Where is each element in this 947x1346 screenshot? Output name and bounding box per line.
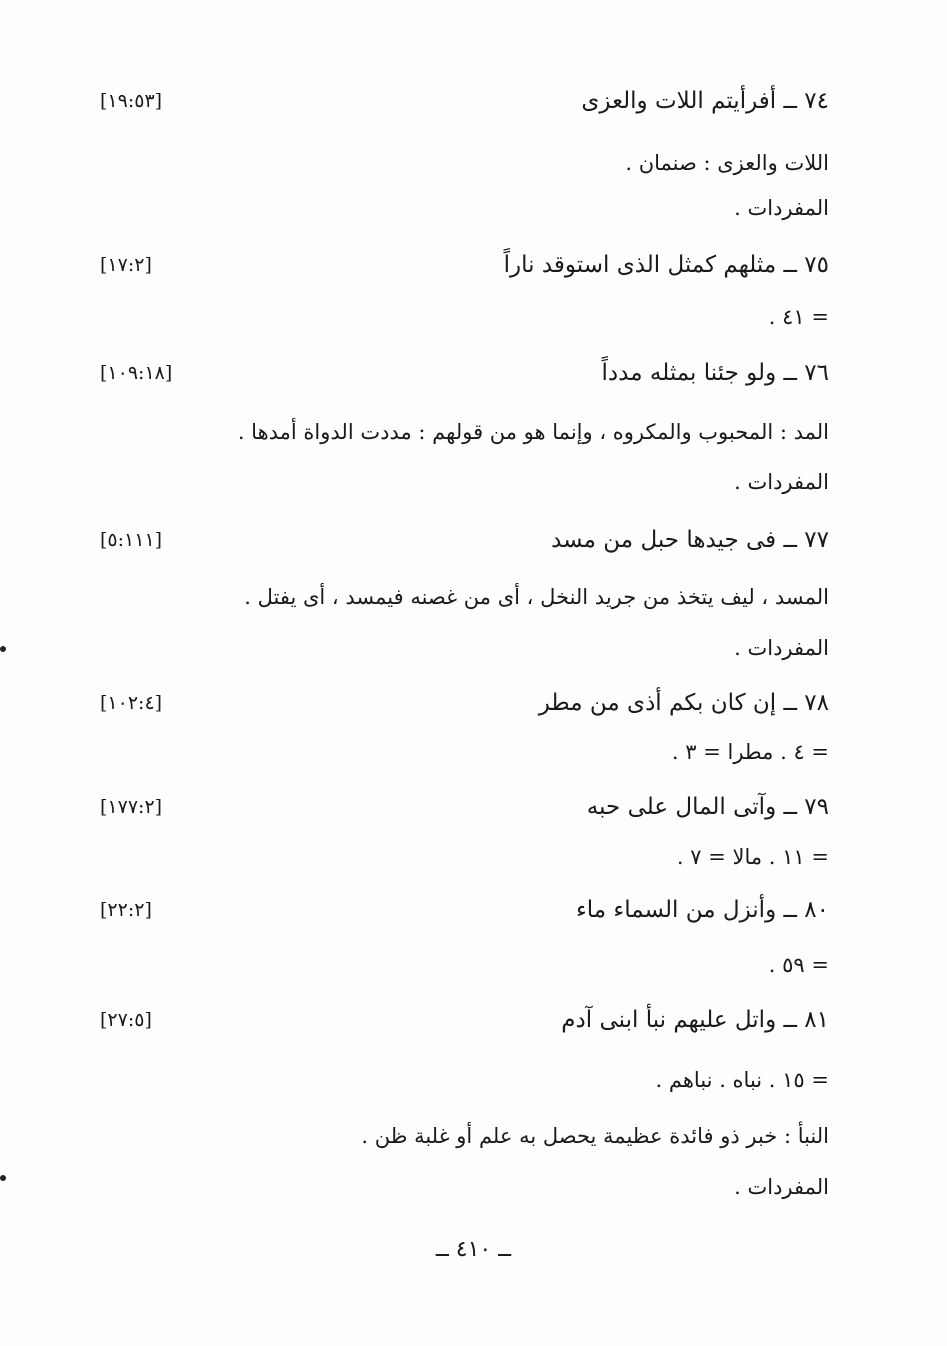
note-line — [100, 1124, 829, 1164]
verse-line — [100, 897, 829, 937]
verse-text: ٧٨ ــ إن كان بكم أذى من مطر — [538, 690, 829, 716]
note-text: المد : المحبوب والمكروه ، وإنما هو من قولهم : مددت الدواة أمدها . — [237, 420, 829, 444]
verse-reference: [١٠٩:١٨] — [100, 362, 173, 384]
note-line — [100, 305, 829, 345]
verse-reference: [١٧٧:٢] — [100, 796, 163, 818]
note-text: = ١٥ . نباه . نباهم . — [655, 1068, 829, 1092]
verse-line — [100, 88, 829, 128]
verse-line — [100, 527, 829, 567]
verse-reference: [٥:١١١] — [100, 529, 163, 551]
verse-text: ٧٧ ــ فى جيدها حبل من مسد — [551, 527, 829, 553]
note-text: المفردات . — [734, 470, 829, 494]
note-text: = ٤١ . — [768, 305, 829, 329]
verse-text: ٨٠ ــ وأنزل من السماء ماء — [575, 897, 829, 923]
note-line — [100, 845, 829, 885]
note-text: اللات والعزى : صنمان . — [625, 151, 829, 175]
note-line — [100, 953, 829, 993]
note-text: = ١١ . مالا = ٧ . — [676, 845, 829, 869]
verse-text: ٧٩ ــ وآتى المال على حبه — [586, 794, 829, 820]
verse-reference: [٢٧:٥] — [100, 1009, 152, 1031]
verse-reference: [١٠٢:٤] — [100, 692, 163, 714]
verse-line — [100, 1007, 829, 1047]
note-line — [100, 636, 829, 676]
verse-line — [100, 252, 829, 292]
verse-text: ٧٥ ــ مثلهم كمثل الذى استوقد ناراً — [503, 252, 829, 278]
note-line — [100, 1175, 829, 1215]
note-text: = ٤ . مطرا = ٣ . — [671, 740, 829, 764]
verse-line — [100, 360, 829, 400]
verse-reference: [٢٢:٢] — [100, 899, 152, 921]
margin-dot — [0, 1175, 6, 1181]
verse-text: ٧٤ ــ أفرأيتم اللات والعزى — [581, 88, 829, 114]
note-line — [100, 740, 829, 780]
note-text: النبأ : خبر ذو فائدة عظيمة يحصل به علم أو غلبة ظن . — [361, 1124, 829, 1148]
margin-dot — [0, 646, 6, 652]
note-text: المفردات . — [734, 636, 829, 660]
page-number: ــ ٤١٠ ــ — [435, 1237, 512, 1262]
verse-line — [100, 690, 829, 730]
verse-line — [100, 794, 829, 834]
verse-reference: [١٧:٢] — [100, 254, 152, 276]
verse-reference: [١٩:٥٣] — [100, 90, 163, 112]
note-line — [100, 196, 829, 236]
note-line — [100, 420, 829, 460]
note-line — [100, 585, 829, 625]
note-text: المفردات . — [734, 196, 829, 220]
verse-text: ٨١ ــ واتل عليهم نبأ ابنى آدم — [561, 1007, 829, 1033]
verse-text: ٧٦ ــ ولو جئنا بمثله مدداً — [601, 360, 829, 386]
note-line — [100, 1068, 829, 1108]
note-line — [100, 470, 829, 510]
note-text: المسد ، ليف يتخذ من جريد النخل ، أى من غصنه فيمسد ، أى يفتل . — [244, 585, 829, 609]
note-text: المفردات . — [734, 1175, 829, 1199]
note-text: = ٥٩ . — [768, 953, 829, 977]
note-line — [100, 151, 829, 191]
